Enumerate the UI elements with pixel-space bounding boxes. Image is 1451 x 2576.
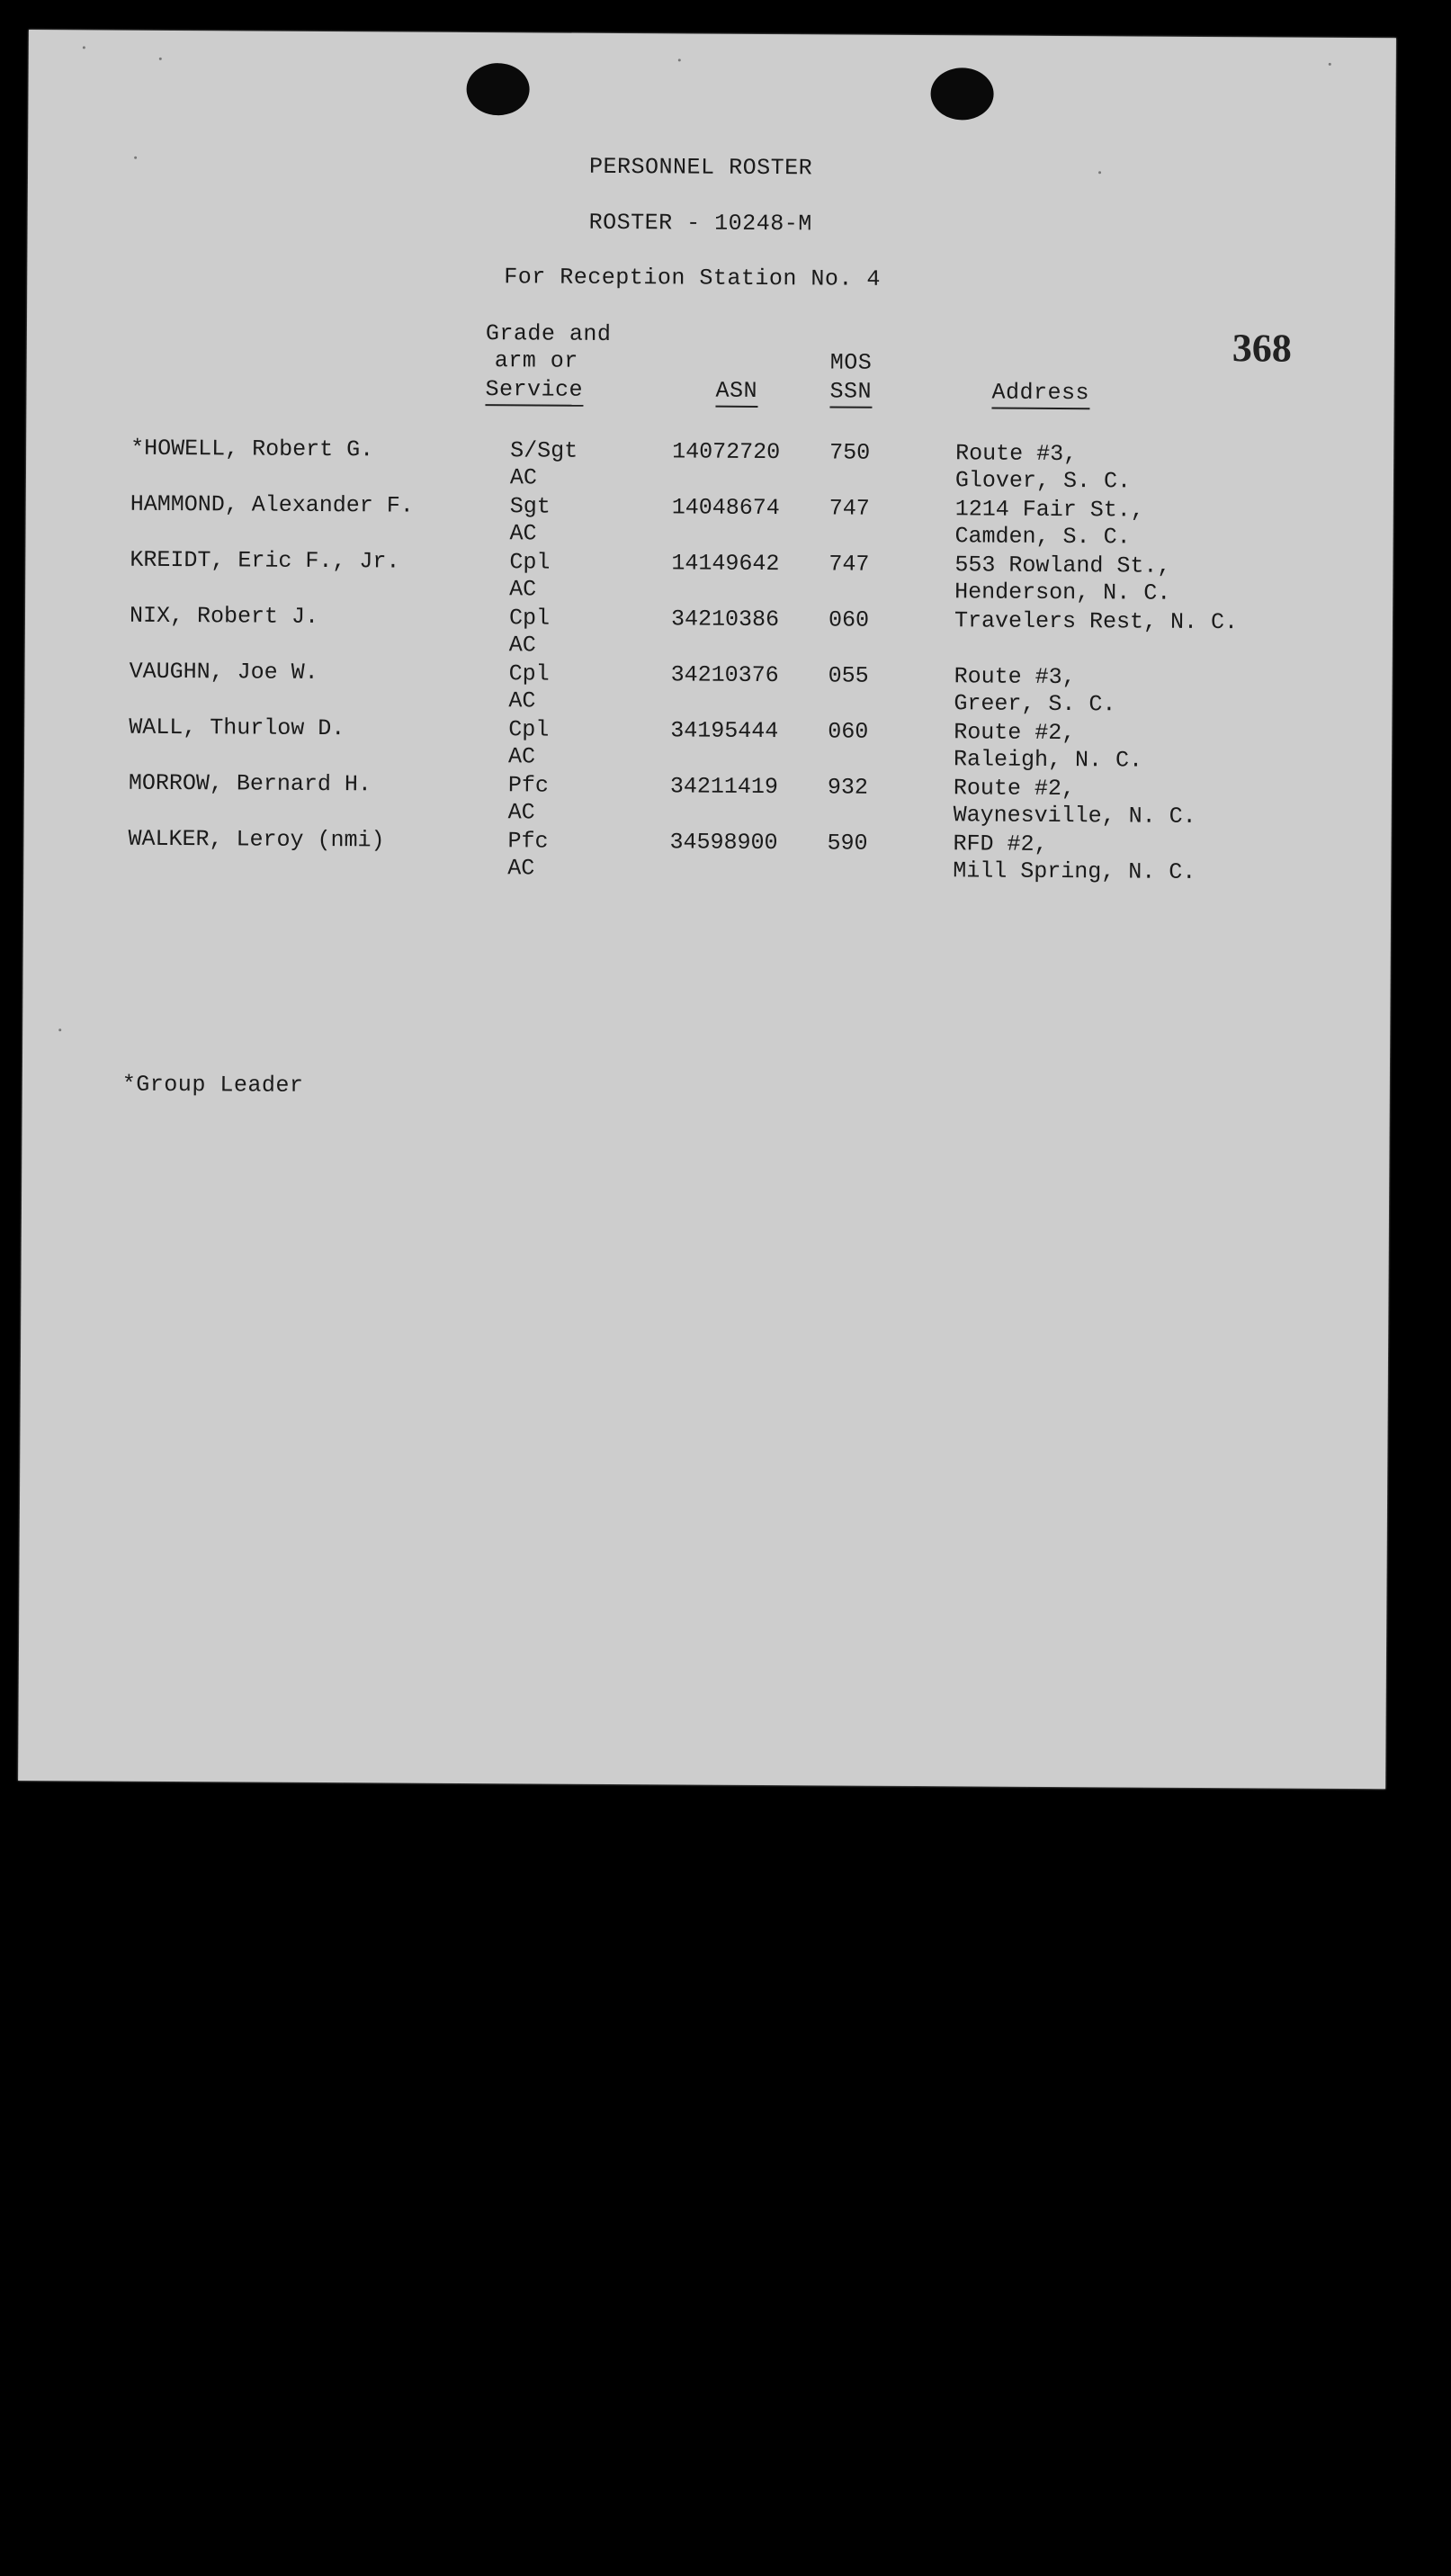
header-grade-line1: Grade and — [485, 320, 612, 347]
row-arm: AC — [508, 687, 536, 714]
row-asn: 34598900 — [669, 829, 778, 857]
page-number: 368 — [1232, 326, 1293, 371]
row-name: WALL, Thurlow D. — [129, 714, 345, 742]
row-addr2: Greer, S. C. — [954, 690, 1116, 718]
roster-number: ROSTER - 10248-M — [588, 209, 812, 238]
row-mos: 060 — [828, 606, 870, 633]
row-asn: 34195444 — [670, 717, 779, 745]
row-addr1: 553 Rowland St., — [954, 552, 1171, 579]
row-name: HAMMOND, Alexander F. — [130, 490, 414, 519]
header-mos: MOS — [829, 349, 873, 376]
row-addr1: 1214 Fair St., — [954, 496, 1144, 524]
row-asn: 14048674 — [671, 494, 780, 522]
row-addr2: Waynesville, N. C. — [953, 802, 1196, 830]
row-addr2: Mill Spring, N. C. — [953, 857, 1196, 885]
row-grade: Cpl — [508, 660, 550, 687]
row-asn: 34211419 — [669, 773, 778, 801]
row-grade: S/Sgt — [510, 437, 578, 464]
row-name: NIX, Robert J. — [129, 602, 319, 630]
row-addr1: Route #3, — [955, 440, 1078, 468]
row-addr2: Glover, S. C. — [954, 467, 1132, 495]
row-addr2: Henderson, N. C. — [954, 579, 1171, 606]
row-arm: AC — [507, 855, 535, 882]
paper-specks — [29, 30, 1396, 38]
row-asn: 14149642 — [671, 550, 780, 578]
row-addr1: RFD #2, — [953, 830, 1048, 857]
row-addr1: Route #3, — [954, 663, 1076, 691]
document-title: PERSONNEL ROSTER — [588, 153, 813, 182]
row-grade: Cpl — [509, 549, 551, 576]
header-address: Address — [991, 380, 1089, 410]
row-mos: 055 — [828, 662, 869, 689]
header-grade-line3: Service — [485, 376, 583, 407]
row-mos: 060 — [828, 718, 869, 745]
footnote-group-leader: *Group Leader — [121, 1071, 304, 1099]
row-asn: 34210386 — [670, 606, 780, 633]
row-addr1: Travelers Rest, N. C. — [954, 607, 1239, 636]
row-grade: Cpl — [508, 605, 551, 632]
header-grade-line2: arm or — [494, 347, 578, 374]
punch-hole-left — [466, 63, 529, 115]
header-ssn: SSN — [829, 378, 872, 408]
row-addr2: Camden, S. C. — [954, 523, 1131, 551]
row-arm: AC — [509, 520, 537, 547]
row-grade: Sgt — [509, 493, 551, 520]
row-addr2: Raleigh, N. C. — [953, 746, 1143, 774]
row-mos: 747 — [829, 495, 870, 522]
row-asn: 34210376 — [670, 661, 779, 689]
row-mos: 590 — [827, 830, 868, 857]
row-arm: AC — [507, 799, 535, 826]
row-name: MORROW, Bernard H. — [128, 769, 372, 798]
row-addr1: Route #2, — [954, 719, 1076, 747]
header-asn: ASN — [715, 378, 757, 408]
row-arm: AC — [509, 576, 537, 603]
row-arm: AC — [507, 743, 536, 770]
document-page — [18, 30, 1396, 1789]
row-arm: AC — [509, 464, 538, 491]
row-addr1: Route #2, — [953, 775, 1075, 803]
punch-hole-right — [930, 67, 993, 120]
row-mos: 932 — [827, 774, 868, 801]
row-arm: AC — [508, 632, 536, 659]
row-asn: 14072720 — [672, 438, 781, 466]
row-mos: 750 — [829, 439, 871, 466]
row-mos: 747 — [829, 551, 870, 578]
row-grade: Pfc — [507, 828, 549, 855]
row-name: WALKER, Leroy (nmi) — [128, 825, 385, 854]
row-name: VAUGHN, Joe W. — [129, 658, 318, 686]
row-name: KREIDT, Eric F., Jr. — [130, 546, 400, 575]
row-grade: Cpl — [508, 716, 550, 743]
row-grade: Pfc — [507, 772, 549, 799]
station-line: For Reception Station No. 4 — [504, 264, 881, 292]
row-name: *HOWELL, Robert G. — [130, 435, 374, 463]
